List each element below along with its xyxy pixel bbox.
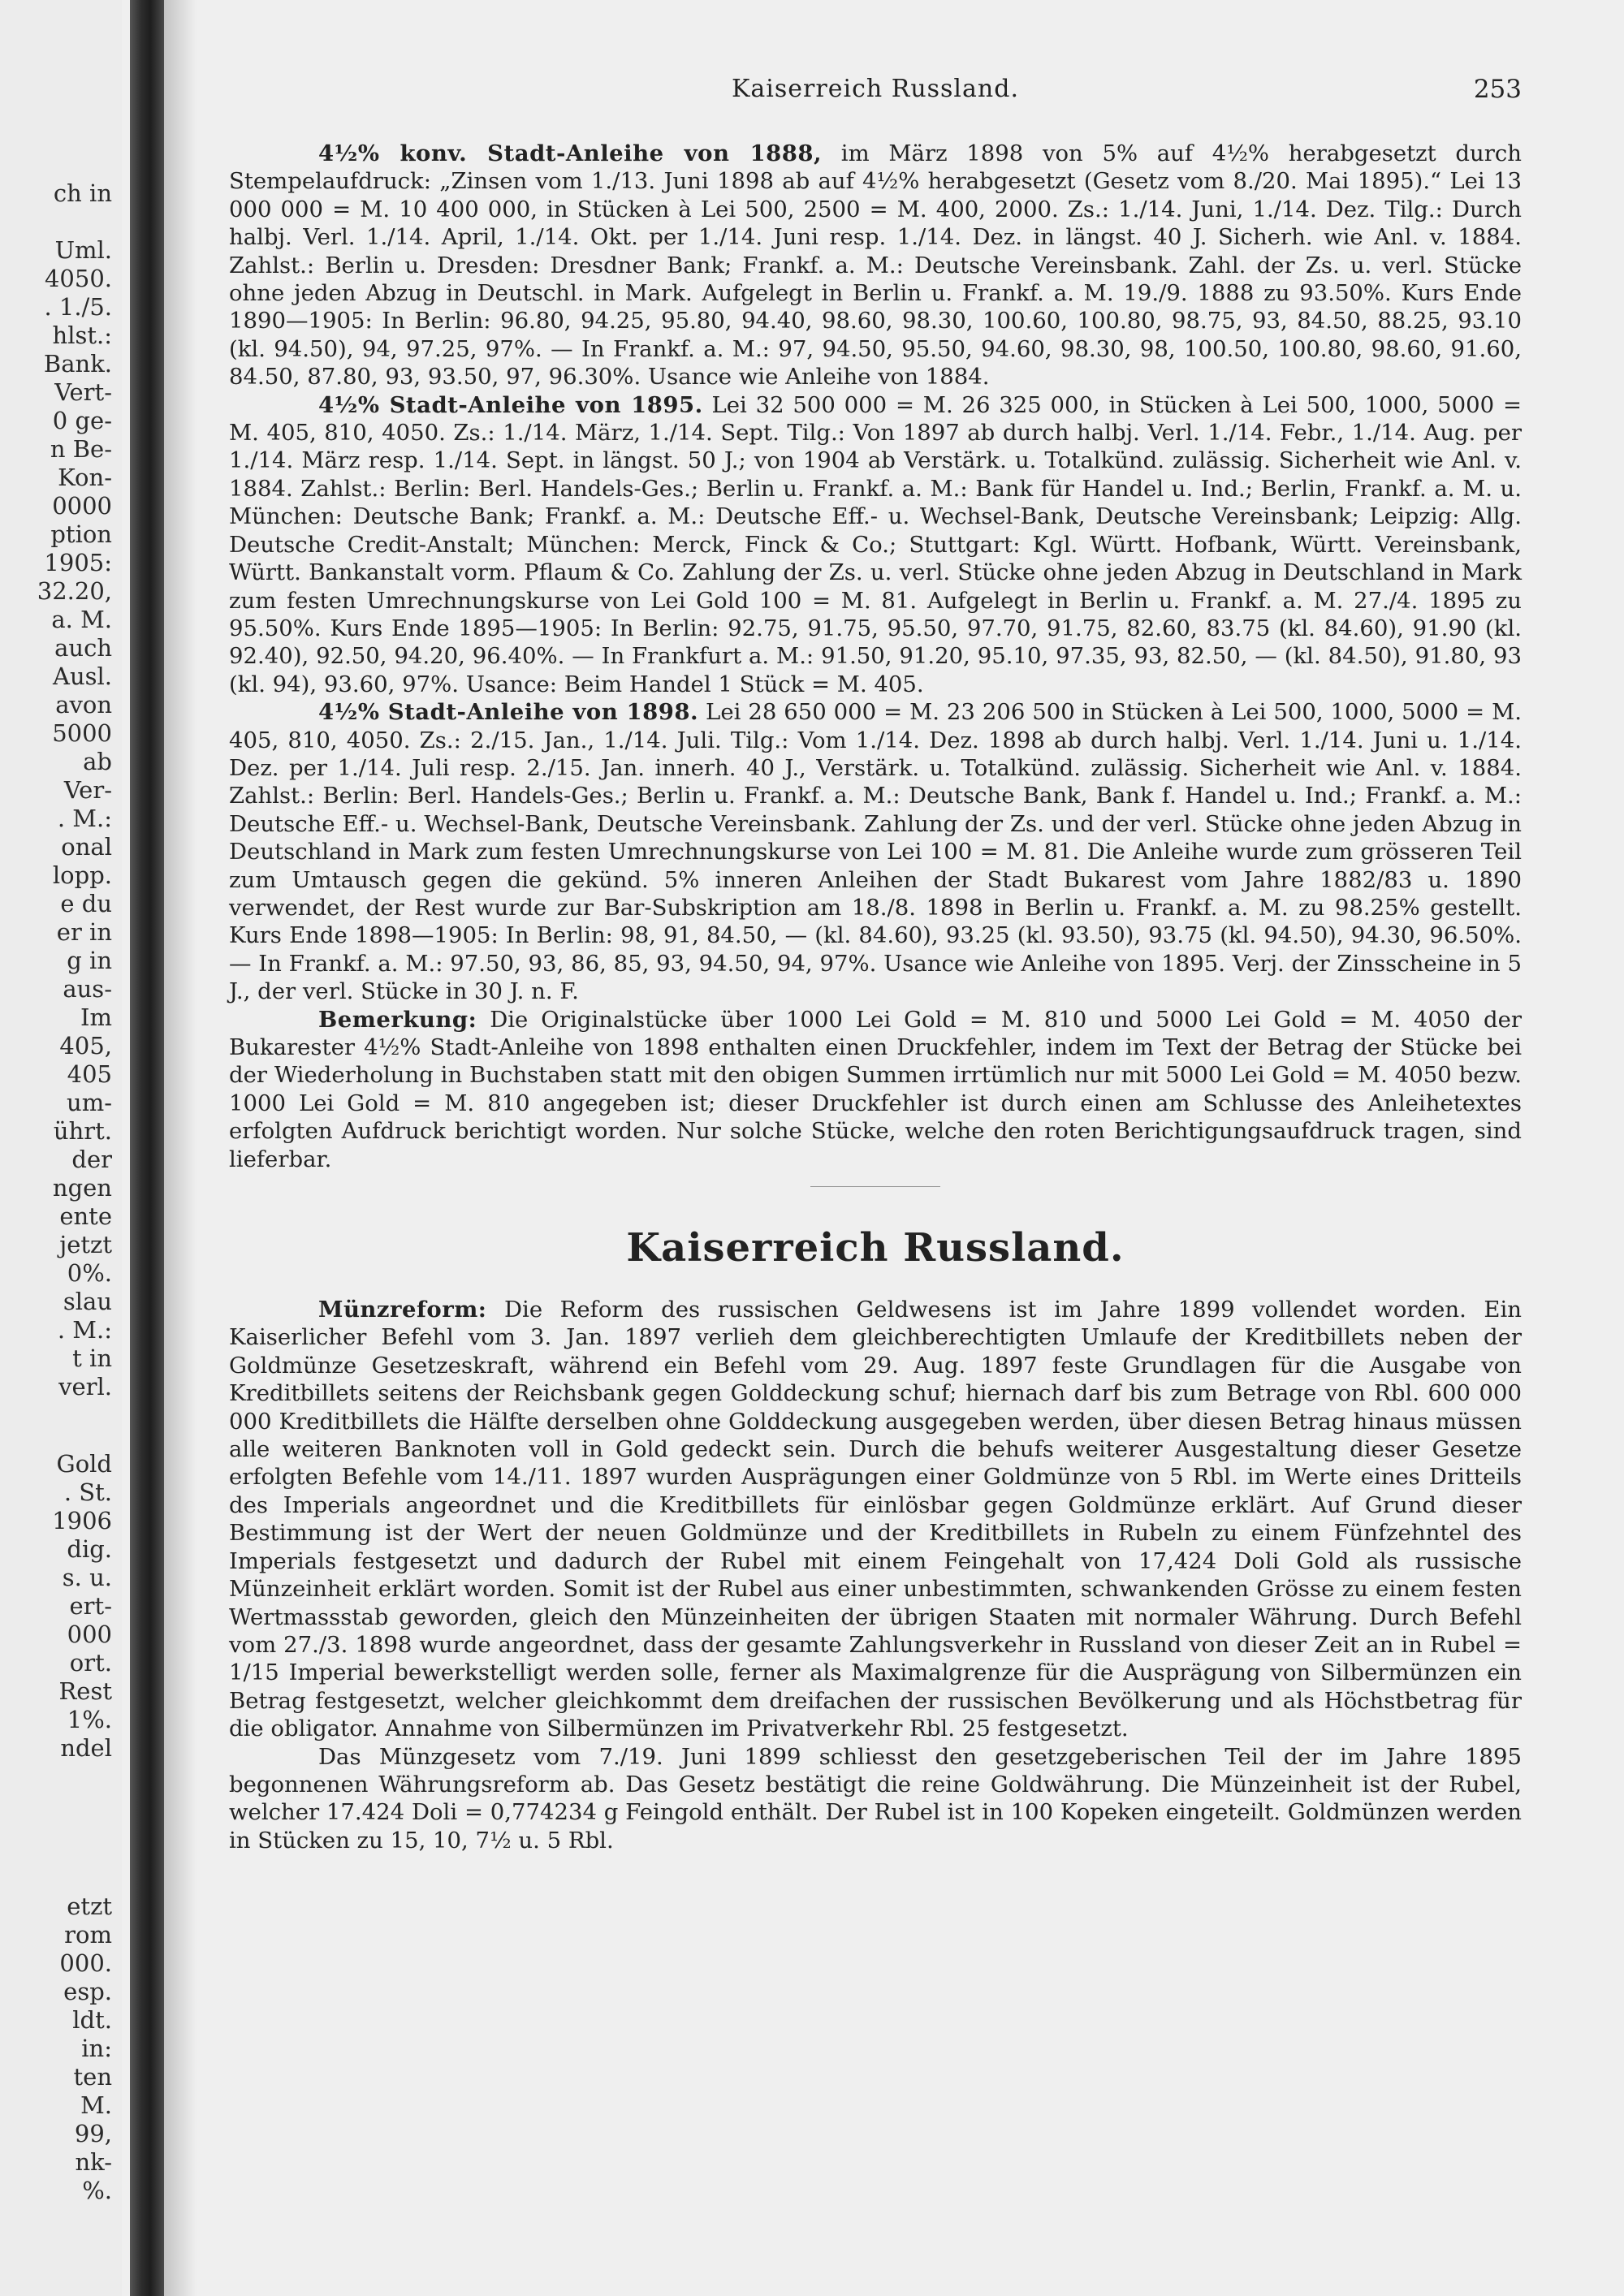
previous-page-fragment: nk- [75,2148,112,2176]
gutter-shadow [164,0,197,2296]
previous-page-fragment: %. [82,2177,112,2204]
previous-page-edge [0,0,122,2296]
previous-page-fragment: lopp. [52,861,112,889]
running-head-title: Kaiserreich Russland. [732,75,1019,103]
previous-page-fragment: ption [50,520,112,548]
paragraph-heading: 4½% konv. Stadt-Anleihe von 1888, [318,140,823,166]
previous-page-fragment: Bank. [43,350,112,378]
previous-page-fragment: Ausl. [53,662,112,690]
previous-page-fragment: ert- [69,1592,112,1620]
previous-page-fragment: rom [64,1921,112,1949]
previous-page-fragment: auch [54,634,112,662]
previous-page-fragment: aus- [63,975,112,1003]
paragraph-text: Lei 28 650 000 = M. 23 206 500 in Stücken à Lei 500, 1000, 5000 = M. 405, 810, 4050. Zs.: 2./15. Jan., 1./14. Juli. Tilg.: Vom 1./14. Dez. 1898 ab durch halbj. Verl. 1./14. Juni u. 1./14. Dez. per 1./14. Juli resp. 2./15. Jan. innerh. 40 J., Verstärk. u. Totalkünd. zulässig. Sicherheit wie Anl. v. 1884. Zahlst.: Berlin: Berl. Handels-Ges.; Berlin u. Frankf. a. M.: Deutsche Bank, Bank f. Handel u. Ind.; Frankf. a. M.: Deutsche Eff.- u. Wechsel-Bank, Deutsche Vereinsbank. Zahlung der Zs. und der verl. Stücke ohne jeden Abzug in Deutschland in Mark zum festen Umrechnungskurse von Lei 100 = M. 81. Die Anleihe wurde zum grösseren Teil zum Umtausch gegen die gekünd. 5% inneren Anleihen der Stadt Bukarest vom Jahre 1882/83 u. 1890 verwendet, der Rest wurde zur Bar-Subskription am 18./8. 1898 in Berlin u. Frankf. a. M. zu 98.25% gestellt. Kurs Ende 1898—1905: In Berlin: 98, 91, 84.50, — (kl. 84.60), 93.25 (kl. 93.50), 93.75 (kl. 94.50), 94.30, 96.50%. — In Frankf. a. M.: 97.50, 93, 86, 85, 93, 94.50, 94, 97%. Usance wie Anleihe von 1895. Verj. der Zinsscheine in 5 J., der verl. Stücke in 30 J. n. F. [229,699,1522,1005]
paragraph-heading: Bemerkung: [318,1006,477,1033]
previous-page-fragment: avon [55,691,112,719]
previous-page-fragment: 32.20, [37,577,112,605]
previous-page-fragment: 0 ge- [52,407,112,434]
page [229,0,1522,2296]
previous-page-fragment: . 1./5. [44,293,112,321]
previous-page-fragment: slau [63,1288,112,1315]
previous-page-fragment: 99, [74,2120,112,2147]
paragraph-text: Lei 32 500 000 = M. 26 325 000, in Stücken à Lei 500, 1000, 5000 = M. 405, 810, 4050. Zs.: 1./14. März, 1./14. Sept. Tilg.: Von 1897 ab durch halbj. Verl. 1./14. Febr., 1./14. Aug. per 1./14. März resp. 1./14. Sept. in längst. 50 J.; von 1904 ab Verstärk. u. Totalkünd. zulässig. Sicherheit wie Anl. v. 1884. Zahlst.: Berlin: Berl. Handels-Ges.; Berlin u. Frankf. a. M.: Bank für Handel u. Ind.; Berlin, Frankf. a. M. u. München: Deutsche Bank; Frankf. a. M.: Deutsche Eff.- u. Wechsel-Bank, Deutsche Vereinsbank; Leipzig: Allg. Deutsche Credit-Anstalt; München: Merck, Finck & Co.; Stuttgart: Kgl. Württ. Hofbank, Württ. Vereinsbank, Württ. Bankanstalt vorm. Pflaum & Co. Zahlung der Zs. u. verl. Stücke ohne jeden Abzug in Deutschland in Mark zum festen Umrechnungskurse von Lei Gold 100 = M. 81. Aufgelegt in Berlin u. Frankf. a. M. 27./4. 1895 zu 95.50%. Kurs Ende 1895—1905: In Berlin: 92.75, 91.75, 95.50, 97.70, 91.75, 82.60, 83.75 (kl. 84.60), 91.90 (kl. 92.40), 92.50, 94.20, 96.40%. — In Frankfurt a. M.: 91.50, 91.20, 95.10, 97.35, 93, 82.50, — (kl. 84.50), 91.80, 93 (kl. 94), 93.60, 97%. Usance: Beim Handel 1 Stück = M. 405. [229,391,1522,697]
previous-page-fragment: 5000 [52,719,112,747]
previous-page-fragment: Im [80,1003,112,1031]
paragraph-text: im März 1898 von 5% auf 4½% herabgesetzt durch Stempelaufdruck: „Zinsen vom 1./13. Juni 1898 ab auf 4½% herabgesetzt (Gesetz vom 8./20. Mai 1895).“ Lei 13 000 000 = M. 10 400 000, in Stücken à Lei 500, 2500 = M. 400, 2000. Zs.: 1./14. Juni, 1./14. Dez. Tilg.: Durch halbj. Verl. 1./14. April, 1./14. Okt. per 1./14. Juni resp. 1./14. Dez. in längst. 40 J. Sicherh. wie Anl. v. 1884. Zahlst.: Berlin u. Dresden: Dresdner Bank; Frankf. a. M.: Deutsche Vereinsbank. Zahl. der Zs. u. verl. Stücke ohne jeden Abzug in Deutschl. in Mark. Aufgelegt in Berlin u. Frankf. a. M. 19./9. 1888 zu 93.50%. Kurs Ende 1890—1905: In Berlin: 96.80, 94.25, 95.80, 94.40, 98.60, 98.30, 100.60, 100.80, 98.75, 93, 84.50, 88.25, 93.10 (kl. 94.50), 94, 97.25, 97%. — In Frankf. a. M.: 97, 94.50, 95.50, 94.60, 98.30, 98, 100.50, 100.80, 98.60, 91.60, 84.50, 87.80, 93, 93.50, 97, 96.30%. Usance wie Anleihe von 1884. [229,140,1522,391]
previous-page-fragment: ab [83,748,112,775]
previous-page-fragment: ührt. [53,1117,112,1145]
previous-page-fragment: Vert- [54,378,112,406]
previous-page-fragment: dig. [67,1535,112,1563]
previous-page-fragment: . M.: [57,805,112,832]
previous-page-fragment: ten [73,2063,112,2091]
previous-page-fragment: ndel [60,1734,112,1762]
previous-page-fragment: Ver- [63,776,112,804]
running-head [229,75,1522,107]
previous-page-fragment: 000 [67,1621,112,1648]
previous-page-fragment: Gold [56,1450,112,1478]
paragraph-stadt-anleihe-1895 [229,391,1522,698]
previous-page-fragment: 1%. [67,1706,112,1733]
previous-page-fragment: Kon- [58,464,112,491]
previous-page-fragment: der [71,1146,112,1173]
previous-page-fragment: 4050. [44,265,112,292]
previous-page-fragment: hlst.: [52,322,112,349]
previous-page-fragment: ngen [52,1174,112,1202]
paragraph-muenzreform [229,1296,1522,1743]
paragraph-heading: 4½% Stadt-Anleihe von 1895. [318,391,703,418]
paragraph-text: Das Münzgesetz vom 7./19. Juni 1899 schliesst den gesetzgeberischen Teil der im Jahre 1895 begonnenen Währungsreform ab. Das Gesetz bestätigt die reine Goldwährung. Die Münzeinheit ist der Rubel, welcher 17.424 Doli = 0,774234 g Feingold enthält. Der Rubel ist in 100 Kopeken eingeteilt. Goldmünzen werden in Stücken zu 15, 10, 7½ u. 5 Rbl. [229,1743,1522,1854]
previous-page-fragment: a. M. [51,606,112,633]
previous-page-fragment: etzt [67,1892,112,1920]
previous-page-fragment: 000. [59,1949,112,1977]
previous-page-fragment: Uml. [54,236,112,264]
paragraph-text: Die Originalstücke über 1000 Lei Gold = M. 810 und 5000 Lei Gold = M. 4050 der Bukarester 4½% Stadt-Anleihe von 1898 enthalten einen Druckfehler, indem im Text der Betrag der Stücke bei der Wiederholung in Buchstaben statt mit den obigen Summen irrtümlich nur mit 5000 Lei Gold = M. 4050 bezw. 1000 Lei Gold = M. 810 angegeben ist; dieser Druckfehler ist durch einen am Schlusse des Anleihetextes erfolgten Aufdruck berichtigt worden. Nur solche Stücke, welche den roten Berichtigungsaufdruck tragen, sind lieferbar. [229,1006,1522,1172]
section-divider [810,1186,940,1187]
previous-page-fragment: Rest [58,1677,112,1705]
previous-page-fragment: ente [59,1202,112,1230]
previous-page-fragment: g in [67,947,112,974]
previous-page-fragment: 0000 [52,492,112,520]
previous-page-fragment: ch in [53,179,112,207]
paragraph-heading: 4½% Stadt-Anleihe von 1898. [318,699,699,726]
previous-page-fragment: . M.: [57,1316,112,1344]
previous-page-fragment: ldt. [72,2006,112,2034]
previous-page-fragment: ort. [69,1649,112,1677]
previous-page-fragment: onal [61,833,112,861]
paragraph-text: Die Reform des russischen Geldwesens ist im Jahre 1899 vollendet worden. Ein Kaiserlicher Befehl vom 3. Jan. 1897 verlieh dem gleichberechtigten Umlaufe der Kreditbillets neben der Goldmünze Gesetzeskraft, während ein Befehl vom 29. Aug. 1897 feste Grundlagen für die Ausgabe von Kreditbillets seitens der Reichsbank gegen Golddeckung schuf; hiernach darf bis zum Betrage von Rbl. 600 000 000 Kreditbillets die Hälfte derselben ohne Golddeckung ausgegeben werden, über diesen Betrag hinaus müssen alle weiteren Banknoten voll in Gold gedeckt sein. Durch die behufs weiterer Ausgestaltung dieser Gesetze erfolgten Befehle vom 14./11. 1897 wurden Ausprägungen einer Goldmünze von 5 Rbl. im Werte eines Dritteils des Imperials angeordnet und die Kreditbillets für einlösbar gegen Goldmünze erklärt. Auf Grund dieser Bestimmung ist der Wert der neuen Goldmünze und der Kreditbillets in Rubeln zu einem Fünfzehntel des Imperials festgesetzt und dadurch der Rubel mit einem Feingehalt von 17,424 Doli Gold als russische Münzeinheit erklärt worden. Somit ist der Rubel aus einer unbestimmten, schwankenden Grösse zu einem festen Wertmassstab geworden, gleich den Münzeinheiten der übrigen Staaten mit normaler Währung. Durch Befehl vom 27./3. 1898 wurde angeordnet, dass der gesamte Zahlungsverkehr in Russland von dieser Zeit an in Rubel = 1/15 Imperial bewerkstelligt werden solle, ferner als Maximalgrenze für die Ausprägung von Silbermünzen ein Betrag festgesetzt, welcher gleichkommt dem dreifachen der russischen Bevölkerung und als Höchstbetrag für die obligator. Annahme von Silbermünzen im Privatverkehr Rbl. 25 festgesetzt. [229,1297,1522,1742]
paragraph-stadt-anleihe-1888 [229,140,1522,391]
previous-page-fragment: 1906 [52,1507,112,1534]
previous-page-fragment: 405, [59,1032,112,1060]
previous-page-fragment: . St. [63,1478,112,1506]
paragraph-muenzgesetz [229,1743,1522,1855]
previous-page-fragment: in: [81,2035,112,2062]
previous-page-fragment: M. [80,2091,112,2119]
previous-page-fragment: n Be- [50,435,112,463]
page-body [229,140,1522,1854]
previous-page-fragment: e du [60,890,112,917]
section-title: Kaiserreich Russland. [626,1225,1125,1271]
paragraph-heading: Münzreform: [318,1297,487,1323]
previous-page-fragment: s. u. [62,1564,112,1591]
paragraph-stadt-anleihe-1898 [229,698,1522,1005]
previous-page-fragment: verl. [58,1373,112,1400]
previous-page-fragment: jetzt [59,1231,112,1258]
paragraph-bemerkung [229,1006,1522,1173]
previous-page-fragment: t in [72,1344,112,1372]
book-gutter [130,0,164,2296]
previous-page-fragment: er in [56,918,112,946]
previous-page-fragment: 405 [67,1060,112,1088]
previous-page-fragment: 0%. [67,1259,112,1287]
previous-page-fragment: um- [67,1089,112,1116]
page-number: 253 [1473,75,1522,104]
previous-page-fragment: 1905: [44,549,112,576]
previous-page-fragment: esp. [63,1978,112,2005]
